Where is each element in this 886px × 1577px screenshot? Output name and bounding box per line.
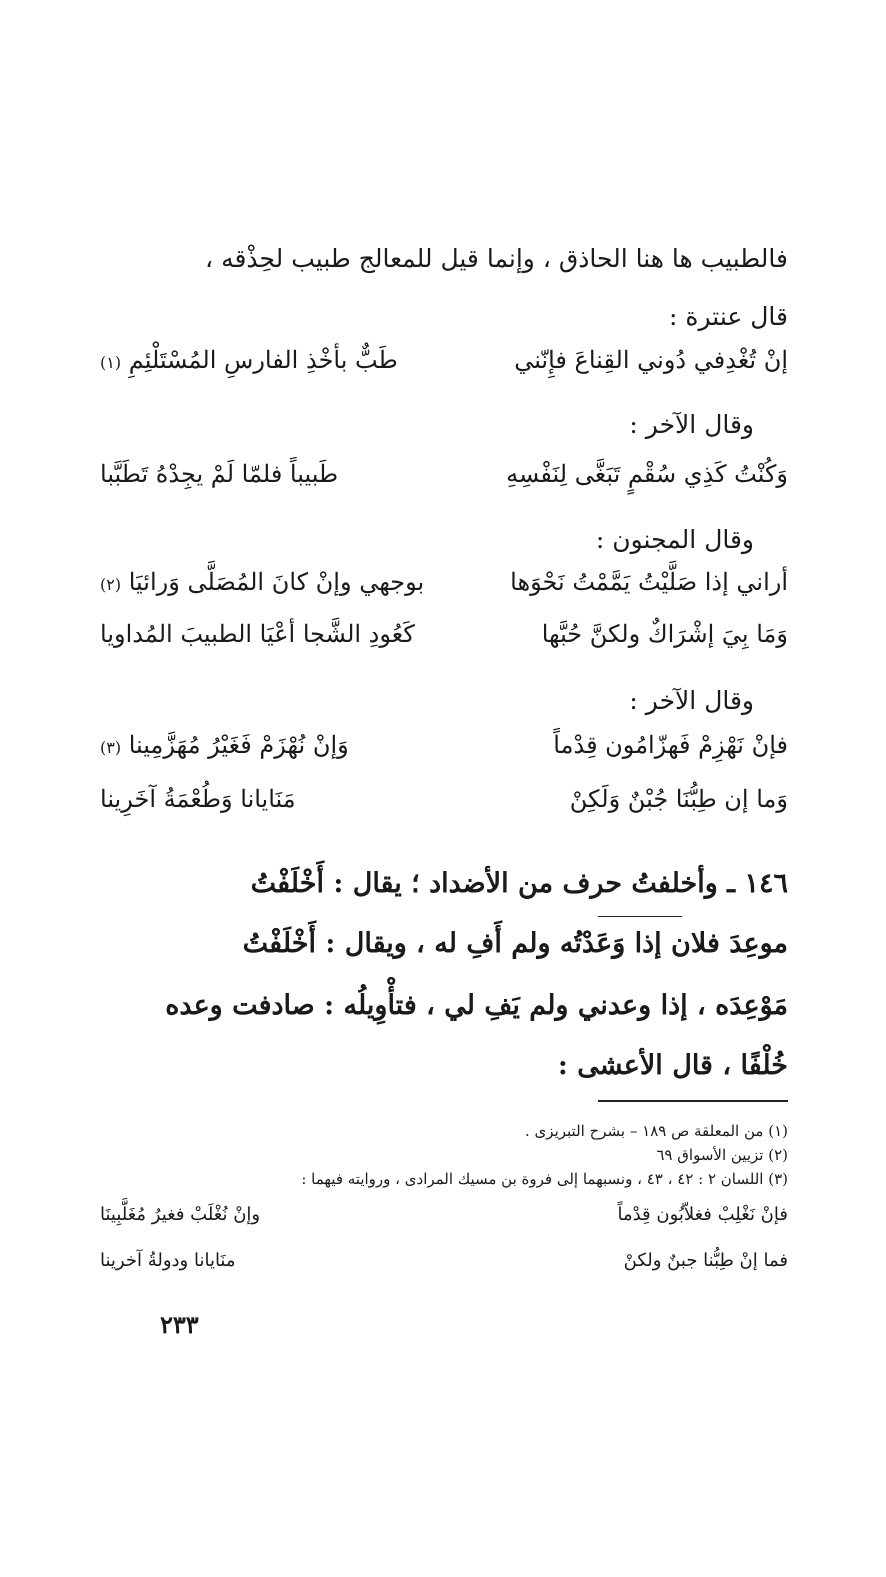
verse-4-first-hemistich: وَمَا بِيَ إشْرَاكٌ ولكنَّ حُبَّها — [541, 620, 788, 648]
verse-6-second-hemistich: مَنَايانا وَطُعْمَةُ آخَرِينا — [100, 785, 296, 813]
verse-5-second-text: وَإنْ نُهْزَمْ فَغَيْرُ مُهَزَّمِينا — [128, 731, 349, 759]
entry-line-4: خُلْفًا ، قال الأعشى : — [557, 1050, 788, 1081]
entry-line-2: موعِدَ فلان إذا وَعَدْتُه ولم أَفِ له ، ويقال : أَخْلَفْتُ — [242, 928, 788, 959]
verse-3-second-text: بوجهي وإنْ كانَ المُصَلَّى وَرائيَا — [128, 568, 425, 596]
said-majnun: وقال المجنون : — [595, 525, 754, 554]
footnote-verse-2-second: منَايانا ودولةُ آخرينا — [100, 1250, 236, 1271]
footnote-verse-1-first: فإنْ نَغْلِبْ فغلاّبُون قِدْماً — [617, 1204, 788, 1225]
footnote-separator — [598, 1100, 788, 1102]
footnote-ref-3: (٣) — [100, 738, 122, 757]
footnote-verse-1-second: وإنْ نُغْلَبْ فغيرُ مُغَلَّبِينَا — [100, 1204, 261, 1225]
keyword-underline — [598, 916, 682, 917]
intro-line: فالطبيب ها هنا الحاذق ، وإنما قيل للمعالج طبيب لحِذْقه ، — [205, 244, 788, 273]
footnote-verse-2-first: فما إنْ طِبُّنا جبنٌ ولكنْ — [623, 1250, 788, 1271]
footnote-ref-2: (٢) — [100, 575, 122, 594]
said-other-1: وقال الآخر : — [629, 410, 754, 439]
verse-1-second-hemistich — [100, 348, 398, 372]
verse-2-first-hemistich: وَكُنْتُ كَذِي سُقْمٍ تَبَغَّى لِنَفْسِهِ — [506, 460, 788, 488]
footnote-1: (١) من المعلقة ص ١٨٩ – بشرح التبريزى . — [525, 1122, 788, 1140]
verse-5-first-hemistich: فإنْ نَهْزِمْ فَهزّامُون قِدْماً — [553, 731, 788, 759]
verse-5-second-hemistich — [100, 733, 349, 757]
verse-3-first-hemistich: أراني إذا صَلَّيْتُ يَمَّمْتُ نَحْوَها — [510, 568, 788, 596]
footnote-2: (٢) تزيين الأسواق ٦٩ — [656, 1146, 788, 1164]
verse-3-second-hemistich — [100, 570, 424, 594]
verse-1-second-text: طَبٌّ بأخْذِ الفارسِ المُسْتَلْئِمِ — [128, 346, 398, 374]
verse-1-first-hemistich: إنْ تُغْدِفي دُوني القِناعَ فإِنّني — [514, 346, 788, 374]
verse-6-first-hemistich: وَما إن طِبُّنَا جُبْنٌ وَلَكِنْ — [569, 785, 788, 813]
page-number: ٢٣٣ — [160, 1310, 199, 1339]
verse-2-second-hemistich: طَبيباً فلمّا لَمْ يجِدْهُ تَطَبَّبا — [100, 460, 339, 488]
footnote-3: (٣) اللسان ٢ : ٤٢ ، ٤٣ ، ونسبهما إلى فروة بن مسيك المرادى ، وروايته فيهما : — [301, 1170, 788, 1188]
verse-4-second-hemistich: كَعُودِ الشَّجا أعْيَا الطبيبَ المُداويا — [100, 620, 415, 648]
said-antara: قال عنترة : — [669, 302, 788, 331]
entry-line-3: مَوْعِدَه ، إذا وعدني ولم يَفِ لي ، فتأْوِيلُه : صادفت وعده — [165, 990, 788, 1021]
footnote-ref-1: (١) — [100, 353, 122, 372]
entry-line-1: ١٤٦ ـ وأخلفتُ حرف من الأضداد ؛ يقال : أَخْلَفْتُ — [250, 868, 788, 899]
said-other-2: وقال الآخر : — [629, 686, 754, 715]
